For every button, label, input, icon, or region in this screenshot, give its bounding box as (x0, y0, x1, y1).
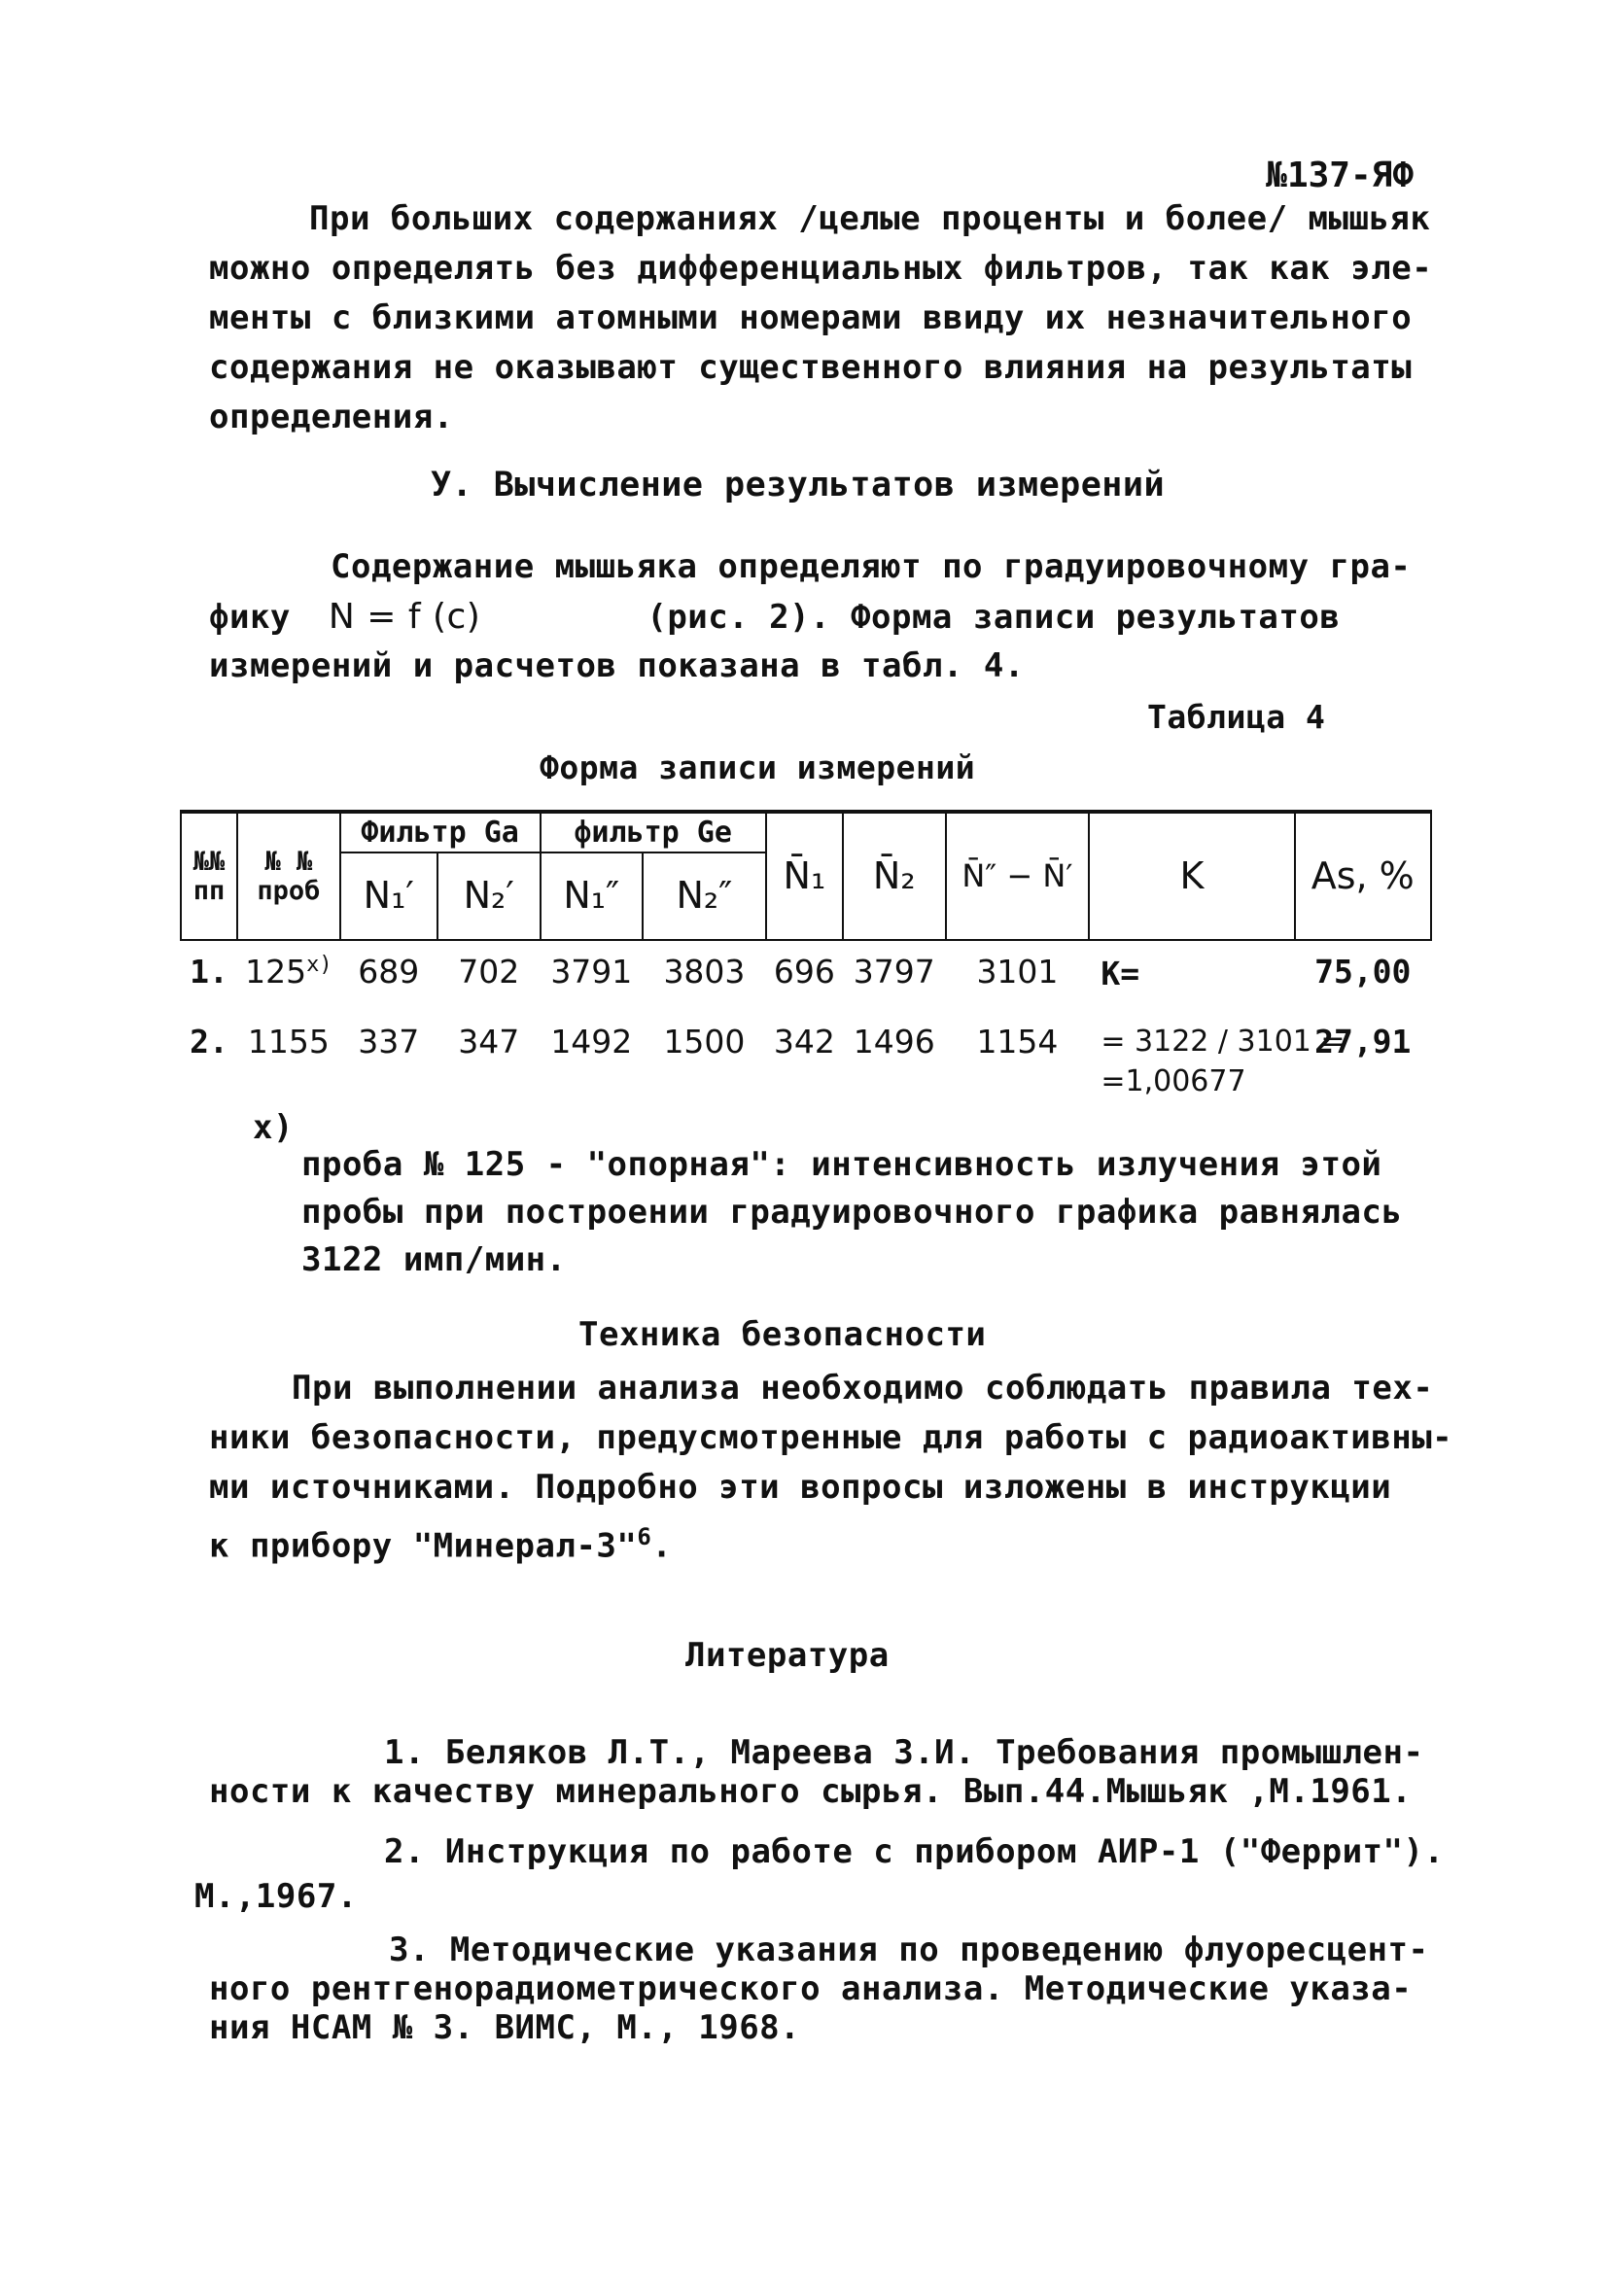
table-label: Таблица 4 (1147, 698, 1326, 736)
row-as: 27,91 (1314, 1023, 1412, 1061)
safety-line-1: При выполнении анализа необходимо соблюдать правила тех- (292, 1369, 1434, 1408)
lit-item-2-line-2: М.,1967. (194, 1877, 358, 1916)
header-as: As, % (1295, 812, 1432, 940)
safety-line-3: ми источниками. Подробно эти вопросы изложены в инструкции (209, 1468, 1392, 1507)
row-diff: 3101 (976, 953, 1059, 991)
row-n1pp: 1492 (550, 1023, 633, 1061)
row-k: K= (1101, 955, 1140, 992)
calc-line-3: измерений и расчетов показана в табл. 4. (209, 646, 1025, 685)
row-as: 75,00 (1314, 953, 1412, 991)
header-num: №№ пп (181, 812, 237, 940)
row-n2bar: 3797 (853, 953, 935, 991)
sample-footnote-mark: x) (306, 953, 332, 977)
lit-item-1-line-1: 1. Беляков Л.Т., Мареева З.И. Требования промышлен- (384, 1733, 1424, 1772)
safety-line-4 (209, 1513, 672, 1571)
safety-heading: Техника безопасности (578, 1315, 987, 1354)
document-number: №137-ЯФ (1266, 156, 1414, 195)
lit-item-3-line-2: ного рентгенорадиометрического анализа. Методические указа- (209, 1969, 1413, 2008)
row-n1p: 689 (358, 953, 420, 991)
calc-prefix: фику (209, 598, 291, 637)
intro-line-1: При больших содержаниях /целые проценты и более/ мышьяк (309, 199, 1431, 238)
safety-ref: 6 (637, 1523, 652, 1550)
intro-line-4: содержания не оказывают существенного влияния на результаты (209, 348, 1413, 387)
lit-item-3-line-1: 3. Методические указания по проведению флуоресцент- (389, 1931, 1429, 1969)
row-k (1089, 1023, 1346, 1101)
intro-line-3: менты с близкими атомными номерами ввиду их незначительного (209, 298, 1413, 337)
table-row (181, 940, 1431, 1023)
header-n2-bar: N̄₂ (843, 812, 946, 940)
lit-item-1-line-2: ности к качеству минерального сырья. Вып.44.Мышьяк ,М.1961. (209, 1772, 1413, 1811)
row-n2pp: 3803 (663, 953, 746, 991)
header-filter-ga: Фильтр Ga (340, 812, 541, 852)
safety-line-2: ники безопасности, предусмотренные для работы с радиоактивны- (209, 1418, 1453, 1457)
k-result: =1,00677 (1101, 1063, 1246, 1098)
formula: N = f (c) (328, 597, 481, 637)
header-filter-ge: фильтр Ge (541, 812, 766, 852)
header-n2-dprime: N₂″ (643, 852, 766, 940)
row-sample: 1155 (247, 1023, 330, 1061)
measurement-table (180, 810, 1432, 1101)
row-sample (237, 940, 340, 1023)
row-n1pp: 3791 (550, 953, 633, 991)
footnote-marker: x) (253, 1108, 294, 1147)
header-n1-bar: N̄₁ (766, 812, 843, 940)
safety-line-4-text: к прибору "Минерал-3" (209, 1526, 638, 1566)
calc-suffix: (рис. 2). Форма записи результатов (647, 598, 1341, 637)
safety-line-4-end: . (651, 1526, 673, 1566)
header-k: K (1089, 812, 1294, 940)
row-n2p: 702 (458, 953, 520, 991)
header-n1-dprime: N₁″ (541, 852, 644, 940)
row-num: 1. (190, 953, 228, 991)
header-sample: № № проб (237, 812, 340, 940)
table-title: Форма записи измерений (540, 748, 976, 786)
row-n2p: 347 (458, 1023, 520, 1061)
row-num: 2. (190, 1023, 228, 1061)
lit-item-2-line-1: 2. Инструкция по работе с прибором АИР-1 ("Феррит"). (384, 1832, 1445, 1871)
intro-line-2: можно определять без дифференциальных фильтров, так как эле- (209, 249, 1433, 288)
header-n2-prime: N₂′ (437, 852, 541, 940)
row-n2pp: 1500 (663, 1023, 746, 1061)
row-n1p: 337 (358, 1023, 420, 1061)
row-n2bar: 1496 (853, 1023, 935, 1061)
row-n1bar: 696 (773, 953, 835, 991)
calc-line-1: Содержание мышьяка определяют по градуировочному гра- (331, 547, 1412, 586)
calc-line-2 (209, 592, 1340, 643)
footnote-line-3: 3122 имп/мин. (301, 1240, 567, 1279)
literature-heading: Литература (685, 1636, 890, 1675)
sample-value: 125 (245, 953, 307, 991)
lit-item-3-line-3: ния НСАМ № 3. ВИМС, М., 1968. (209, 2008, 801, 2047)
header-diff: N̄″ − N̄′ (946, 812, 1090, 940)
footnote-line-1: проба № 125 - "опорная": интенсивность излучения этой (301, 1145, 1382, 1184)
intro-line-5: определения. (209, 398, 454, 436)
footnote-line-2: пробы при построении градуировочного графика равнялась (301, 1193, 1403, 1232)
row-n1bar: 342 (773, 1023, 835, 1061)
k-fraction: = 3122 / 3101 = (1101, 1025, 1346, 1059)
table-row (181, 1023, 1431, 1101)
row-diff: 1154 (976, 1023, 1059, 1061)
section-heading: У. Вычисление результатов измерений (431, 466, 1166, 504)
header-n1-prime: N₁′ (340, 852, 437, 940)
